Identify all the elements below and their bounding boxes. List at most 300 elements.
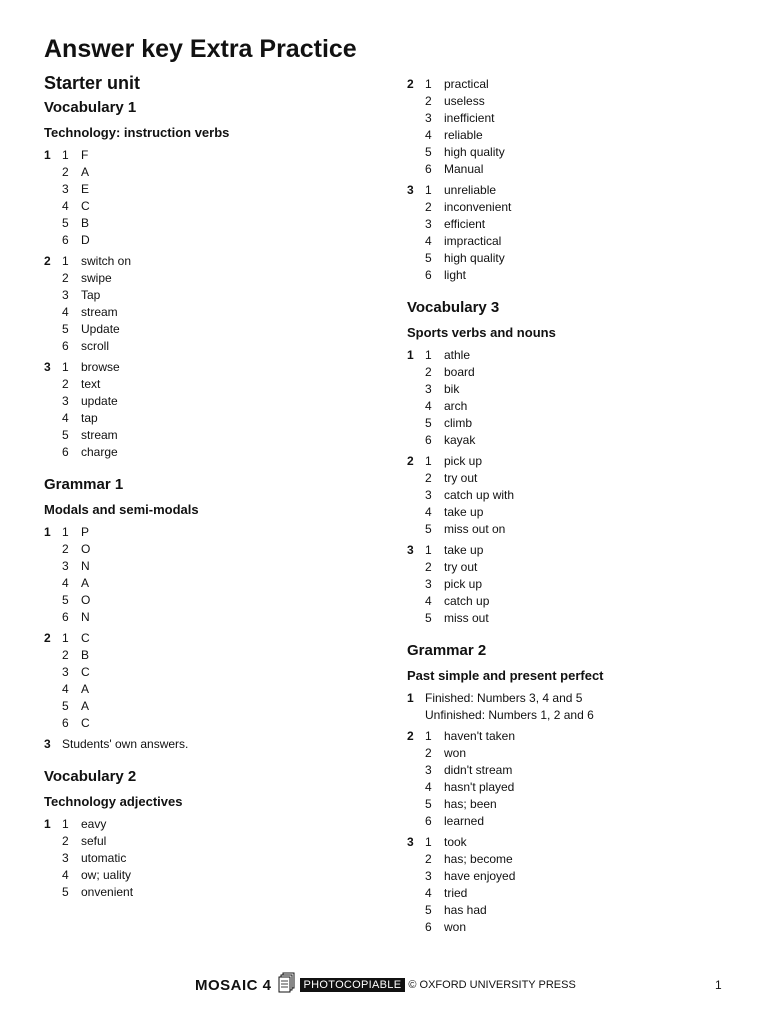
section <box>44 98 374 461</box>
exercise-group <box>407 347 747 449</box>
exercise-number: 1 <box>44 817 51 831</box>
answer-text: athle <box>444 348 471 362</box>
item-number: 3 <box>425 577 432 591</box>
exercise-number <box>407 521 425 538</box>
answer-text: won <box>444 746 467 760</box>
answer-text: E <box>81 182 90 196</box>
answer-text: climb <box>444 416 473 430</box>
exercise-number <box>44 609 62 626</box>
page-title-bold: Answer key <box>44 35 183 63</box>
answer-text: C <box>81 665 90 679</box>
answer-text: won <box>444 920 467 934</box>
exercise-number: 3 <box>407 543 414 557</box>
exercise-number <box>407 745 425 762</box>
answer-row <box>44 698 374 715</box>
answer-text: bik <box>444 382 460 396</box>
exercise-group <box>407 834 747 936</box>
page-title-rest: Extra Practice <box>189 35 357 63</box>
exercise-number <box>407 576 425 593</box>
exercise-number <box>44 592 62 609</box>
section-subtitle: Past simple and present perfect <box>407 668 604 683</box>
item-number: 6 <box>425 162 432 176</box>
item-number: 3 <box>425 488 432 502</box>
answer-text: B <box>81 648 90 662</box>
page-number: 1 <box>715 978 722 992</box>
answer-row <box>44 630 374 647</box>
answer-row <box>407 796 747 813</box>
answer-text: utomatic <box>81 851 127 865</box>
answer-text: practical <box>444 77 489 91</box>
answer-text: stream <box>81 428 118 442</box>
answer-row <box>44 215 374 232</box>
exercise-number: 3 <box>44 360 51 374</box>
answer-row <box>407 728 747 745</box>
item-number: 2 <box>62 377 69 391</box>
answer-text: text <box>81 377 101 391</box>
item-number: 6 <box>62 339 69 353</box>
exercise-number <box>44 215 62 232</box>
exercise-number <box>407 593 425 610</box>
exercise-number <box>44 427 62 444</box>
item-number: 4 <box>425 399 432 413</box>
answer-row <box>44 321 374 338</box>
exercise-number <box>407 851 425 868</box>
exercise-group <box>44 736 374 753</box>
photocopy-icon <box>278 972 296 999</box>
answer-text: eavy <box>81 817 107 831</box>
exercise-number <box>44 304 62 321</box>
answer-row <box>407 707 747 724</box>
exercise-number <box>407 93 425 110</box>
item-number: 1 <box>62 360 69 374</box>
item-number: 2 <box>425 746 432 760</box>
item-number: 2 <box>425 560 432 574</box>
answer-text: P <box>81 525 90 539</box>
answer-row <box>44 376 374 393</box>
exercise-number <box>407 796 425 813</box>
exercise-number <box>44 664 62 681</box>
item-number: 5 <box>62 885 69 899</box>
answer-text: board <box>444 365 475 379</box>
answer-text: Unfinished: Numbers 1, 2 and 6 <box>425 708 594 722</box>
exercise-number <box>407 250 425 267</box>
item-number: 4 <box>425 505 432 519</box>
exercise-number <box>44 715 62 732</box>
answer-row <box>407 364 747 381</box>
answer-row <box>407 398 747 415</box>
item-number: 1 <box>62 525 69 539</box>
answer-row <box>44 181 374 198</box>
answer-row <box>407 593 747 610</box>
exercise-number: 2 <box>407 454 414 468</box>
answer-text: useless <box>444 94 485 108</box>
answer-row <box>407 127 747 144</box>
answer-text: have enjoyed <box>444 869 516 883</box>
answer-text: unreliable <box>444 183 497 197</box>
exercise-number <box>407 470 425 487</box>
answer-text: take up <box>444 543 484 557</box>
answer-text: switch on <box>81 254 132 268</box>
right-column <box>407 76 747 940</box>
exercise-number: 3 <box>44 737 51 751</box>
exercise-group <box>407 690 747 724</box>
item-number: 4 <box>425 234 432 248</box>
answer-text: has had <box>444 903 487 917</box>
answer-row <box>407 610 747 627</box>
item-number: 1 <box>62 817 69 831</box>
item-number: 5 <box>62 322 69 336</box>
exercise-number <box>44 376 62 393</box>
item-number: 3 <box>62 394 69 408</box>
exercise-group <box>407 76 747 178</box>
answer-text: O <box>81 542 91 556</box>
answer-text: N <box>81 610 90 624</box>
exercise-number <box>44 884 62 901</box>
item-number: 6 <box>62 716 69 730</box>
section-title: Vocabulary 1 <box>44 99 137 116</box>
section-subtitle: Modals and semi-modals <box>44 502 199 517</box>
item-number: 3 <box>425 111 432 125</box>
answer-text: charge <box>81 445 118 459</box>
item-number: 4 <box>425 780 432 794</box>
answer-text: A <box>81 682 90 696</box>
item-number: 3 <box>62 665 69 679</box>
answer-row <box>407 415 747 432</box>
item-number: 1 <box>62 148 69 162</box>
answer-row <box>407 521 747 538</box>
section <box>407 76 747 284</box>
item-number: 1 <box>425 348 432 362</box>
answer-text: impractical <box>444 234 502 248</box>
answer-text: N <box>81 559 90 573</box>
section-subtitle: Technology: instruction verbs <box>44 125 230 140</box>
exercise-group <box>407 542 747 627</box>
section-subtitle: Technology adjectives <box>44 794 183 809</box>
answer-text: try out <box>444 471 478 485</box>
exercise-number: 1 <box>44 148 51 162</box>
answer-row <box>407 745 747 762</box>
exercise-number <box>407 216 425 233</box>
answer-text: learned <box>444 814 485 828</box>
exercise-number <box>44 232 62 249</box>
item-number: 5 <box>425 145 432 159</box>
exercise-number <box>407 127 425 144</box>
item-number: 5 <box>62 593 69 607</box>
answer-row <box>44 393 374 410</box>
answer-row <box>44 681 374 698</box>
exercise-group <box>44 816 374 901</box>
section-title: Grammar 1 <box>44 476 124 493</box>
item-number: 6 <box>425 814 432 828</box>
answer-row <box>407 233 747 250</box>
exercise-number <box>44 698 62 715</box>
item-number: 5 <box>62 428 69 442</box>
exercise-number: 2 <box>407 729 414 743</box>
exercise-number <box>407 415 425 432</box>
answer-text: high quality <box>444 145 505 159</box>
answer-text: swipe <box>81 271 112 285</box>
answer-row <box>407 902 747 919</box>
exercise-number: 2 <box>44 631 51 645</box>
answer-row <box>44 253 374 270</box>
exercise-number <box>407 199 425 216</box>
exercise-number <box>44 270 62 287</box>
exercise-number <box>407 487 425 504</box>
exercise-number <box>44 338 62 355</box>
answer-row <box>407 813 747 830</box>
answer-row <box>407 161 747 178</box>
answer-row <box>407 487 747 504</box>
exercise-number: 3 <box>407 183 414 197</box>
answer-text: Manual <box>444 162 484 176</box>
exercise-number <box>407 233 425 250</box>
exercise-number <box>407 813 425 830</box>
answer-row <box>407 470 747 487</box>
footer <box>195 972 576 998</box>
answer-text: pick up <box>444 577 483 591</box>
item-number: 5 <box>425 522 432 536</box>
item-number: 2 <box>62 165 69 179</box>
exercise-number <box>44 410 62 427</box>
item-number: 6 <box>62 610 69 624</box>
exercise-number <box>407 364 425 381</box>
item-number: 3 <box>425 869 432 883</box>
exercise-number: 2 <box>44 254 51 268</box>
answer-text: stream <box>81 305 118 319</box>
item-number: 5 <box>425 903 432 917</box>
left-column <box>44 72 374 905</box>
item-number: 4 <box>62 682 69 696</box>
answer-row <box>407 144 747 161</box>
answer-row <box>44 609 374 626</box>
answer-row <box>407 762 747 779</box>
section-title: Vocabulary 2 <box>44 768 137 785</box>
item-number: 4 <box>425 594 432 608</box>
exercise-group <box>44 359 374 461</box>
answer-row <box>44 287 374 304</box>
item-number: 3 <box>62 559 69 573</box>
item-number: 2 <box>62 648 69 662</box>
item-number: 5 <box>62 216 69 230</box>
exercise-number <box>44 867 62 884</box>
item-number: 3 <box>62 182 69 196</box>
answer-text: hasn't played <box>444 780 515 794</box>
exercise-number <box>407 504 425 521</box>
answer-row <box>407 93 747 110</box>
exercise-number <box>44 681 62 698</box>
item-number: 3 <box>425 217 432 231</box>
answer-row <box>44 338 374 355</box>
exercise-number <box>407 779 425 796</box>
answer-text: seful <box>81 834 107 848</box>
item-number: 4 <box>62 199 69 213</box>
answer-row <box>407 347 747 364</box>
item-number: 1 <box>425 835 432 849</box>
exercise-number <box>407 919 425 936</box>
publisher-credit: © OXFORD UNIVERSITY PRESS <box>408 979 576 991</box>
item-number: 5 <box>425 416 432 430</box>
answer-row <box>44 664 374 681</box>
answer-text: arch <box>444 399 468 413</box>
answer-text: Update <box>81 322 120 336</box>
exercise-number <box>44 558 62 575</box>
answer-text: C <box>81 716 90 730</box>
section-title: Vocabulary 3 <box>407 299 500 316</box>
exercise-number <box>44 850 62 867</box>
item-number: 2 <box>62 834 69 848</box>
item-number: 5 <box>425 611 432 625</box>
exercise-number: 3 <box>407 835 414 849</box>
answer-text: catch up with <box>444 488 515 502</box>
answer-text: didn't stream <box>444 763 513 777</box>
item-number: 2 <box>425 471 432 485</box>
answer-text: Tap <box>81 288 101 302</box>
answer-row <box>407 250 747 267</box>
section <box>44 475 374 753</box>
answer-row <box>44 524 374 541</box>
section <box>44 767 374 901</box>
answer-row <box>407 76 747 93</box>
answer-row <box>407 110 747 127</box>
item-number: 1 <box>425 183 432 197</box>
answer-row <box>44 410 374 427</box>
exercise-group <box>44 630 374 732</box>
item-number: 1 <box>62 254 69 268</box>
answer-text: tap <box>81 411 98 425</box>
exercise-number <box>44 181 62 198</box>
answer-text: light <box>444 268 467 282</box>
page-title <box>44 34 357 64</box>
answer-text: pick up <box>444 454 483 468</box>
answer-text: F <box>81 148 89 162</box>
item-number: 1 <box>425 454 432 468</box>
answer-text: miss out on <box>444 522 506 536</box>
answer-row <box>407 834 747 851</box>
answer-row <box>44 715 374 732</box>
exercise-number: 2 <box>407 77 414 91</box>
exercise-number <box>44 575 62 592</box>
answer-row <box>44 541 374 558</box>
answer-row <box>44 359 374 376</box>
answer-text: A <box>81 165 90 179</box>
answer-row <box>407 885 747 902</box>
answer-text: scroll <box>81 339 110 353</box>
answer-row <box>407 267 747 284</box>
answer-text: try out <box>444 560 478 574</box>
exercise-number <box>407 161 425 178</box>
section-title: Grammar 2 <box>407 642 487 659</box>
answer-text: onvenient <box>81 885 134 899</box>
photocopiable-badge: PHOTOCOPIABLE <box>300 978 406 992</box>
answer-text: D <box>81 233 90 247</box>
exercise-group <box>44 147 374 249</box>
answer-row <box>407 542 747 559</box>
section <box>407 641 747 936</box>
item-number: 2 <box>425 365 432 379</box>
answer-text: ow; uality <box>81 868 132 882</box>
answer-row <box>407 381 747 398</box>
answer-row <box>407 182 747 199</box>
answer-row <box>44 304 374 321</box>
answer-row <box>407 576 747 593</box>
exercise-number: 1 <box>44 525 51 539</box>
answer-text: Students' own answers. <box>62 737 189 751</box>
item-number: 5 <box>425 797 432 811</box>
answer-row <box>407 432 747 449</box>
exercise-number <box>44 321 62 338</box>
item-number: 2 <box>62 542 69 556</box>
item-number: 6 <box>62 445 69 459</box>
answer-row <box>44 444 374 461</box>
item-number: 4 <box>62 868 69 882</box>
answer-text: tried <box>444 886 468 900</box>
answer-row <box>44 558 374 575</box>
answer-text: haven't taken <box>444 729 516 743</box>
item-number: 1 <box>425 77 432 91</box>
exercise-group <box>44 524 374 626</box>
answer-text: update <box>81 394 118 408</box>
answer-text: B <box>81 216 90 230</box>
exercise-number <box>407 762 425 779</box>
exercise-number <box>407 610 425 627</box>
item-number: 4 <box>62 411 69 425</box>
answer-text: take up <box>444 505 484 519</box>
answer-text: catch up <box>444 594 490 608</box>
answer-row <box>44 164 374 181</box>
item-number: 2 <box>425 200 432 214</box>
answer-text: browse <box>81 360 120 374</box>
answer-row <box>44 198 374 215</box>
item-number: 1 <box>62 631 69 645</box>
item-number: 3 <box>425 382 432 396</box>
item-number: 5 <box>62 699 69 713</box>
answer-text: miss out <box>444 611 489 625</box>
answer-row <box>407 453 747 470</box>
exercise-number <box>44 541 62 558</box>
exercise-number <box>44 647 62 664</box>
item-number: 6 <box>425 268 432 282</box>
exercise-number <box>407 381 425 398</box>
exercise-group <box>44 253 374 355</box>
item-number: 6 <box>425 433 432 447</box>
answer-row <box>44 647 374 664</box>
exercise-number <box>44 444 62 461</box>
item-number: 3 <box>425 763 432 777</box>
item-number: 3 <box>62 288 69 302</box>
exercise-number <box>407 432 425 449</box>
item-number: 2 <box>425 852 432 866</box>
exercise-number <box>407 559 425 576</box>
answer-text: Finished: Numbers 3, 4 and 5 <box>425 691 583 705</box>
exercise-group <box>407 182 747 284</box>
brand-name: MOSAIC 4 <box>195 976 272 994</box>
item-number: 1 <box>425 543 432 557</box>
exercise-number <box>407 267 425 284</box>
answer-row <box>407 504 747 521</box>
answer-row <box>407 868 747 885</box>
answer-text: O <box>81 593 91 607</box>
item-number: 1 <box>425 729 432 743</box>
answer-row <box>44 427 374 444</box>
item-number: 4 <box>425 128 432 142</box>
exercise-number <box>44 393 62 410</box>
answer-row <box>44 884 374 901</box>
answer-text: has; become <box>444 852 513 866</box>
exercise-number <box>407 398 425 415</box>
exercise-number <box>407 707 425 724</box>
answer-text: inconvenient <box>444 200 512 214</box>
answer-text: kayak <box>444 433 476 447</box>
